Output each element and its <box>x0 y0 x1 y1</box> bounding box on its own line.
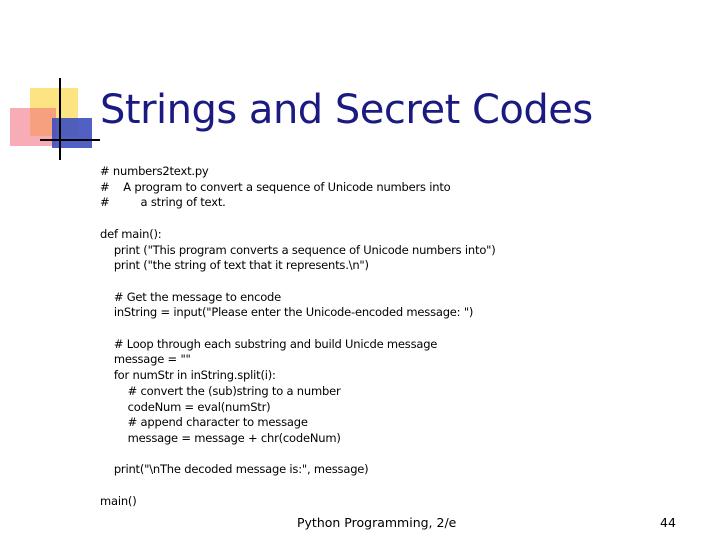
code-line <box>100 321 496 337</box>
code-line: # A program to convert a sequence of Unicode numbers into <box>100 179 451 194</box>
code-line: print("\nThe decoded message is:", message) <box>100 462 369 477</box>
code-line: message = message + chr(codeNum) <box>100 430 341 445</box>
code-line: # append character to message <box>100 415 308 430</box>
code-line <box>100 211 496 227</box>
code-line: main() <box>100 493 137 508</box>
slide-title: Strings and Secret Codes <box>100 87 593 133</box>
code-line <box>100 447 496 463</box>
code-block <box>100 164 496 509</box>
decor-blue-square <box>52 118 92 148</box>
code-line: # convert the (sub)string to a number <box>100 383 341 398</box>
footer-text: Python Programming, 2/e <box>297 515 457 530</box>
code-line: print ("the string of text that it represents.\n") <box>100 258 369 273</box>
slide-decoration-graphic <box>0 0 100 170</box>
code-line: codeNum = eval(numStr) <box>100 399 271 414</box>
code-line <box>100 478 496 494</box>
page-number: 44 <box>660 515 676 530</box>
code-line: inString = input("Please enter the Unicode-encoded message: ") <box>100 305 474 320</box>
code-line: # a string of text. <box>100 195 226 210</box>
code-line: # Get the message to encode <box>100 289 282 304</box>
code-line: # Loop through each substring and build Unicde message <box>100 336 438 351</box>
code-line: message = "" <box>100 352 191 367</box>
code-line: for numStr in inString.split(i): <box>100 368 276 383</box>
code-line: print ("This program converts a sequence of Unicode numbers into") <box>100 242 496 257</box>
code-line: # numbers2text.py <box>100 164 209 178</box>
code-line <box>100 274 496 290</box>
code-line: def main(): <box>100 226 162 241</box>
